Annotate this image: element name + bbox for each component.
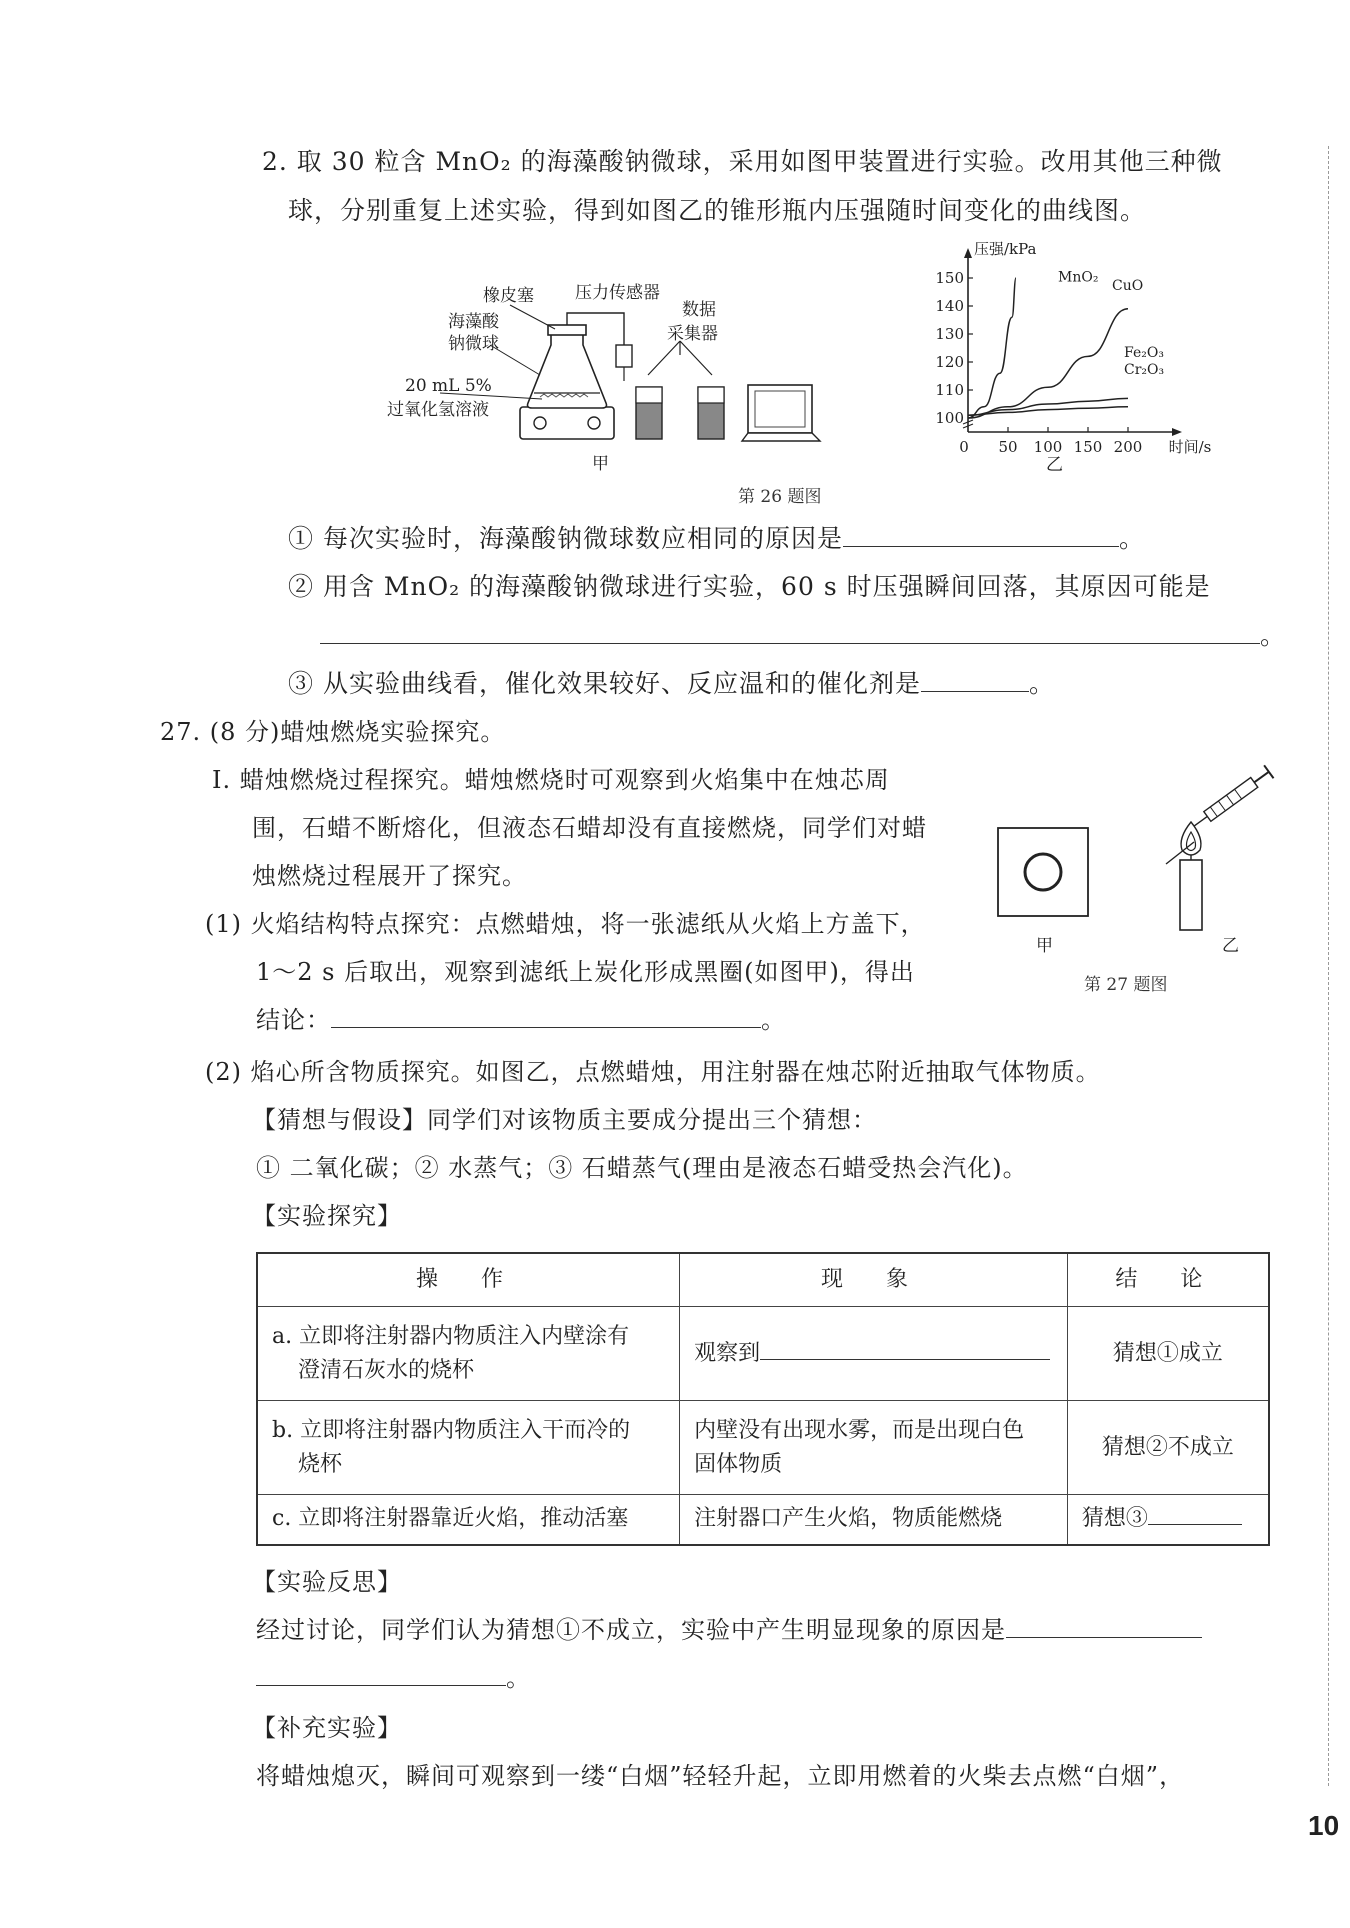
y-axis-label: 压强/kPa	[974, 240, 1037, 258]
supp-text: 将蜡烛熄灭，瞬间可观察到一缕“白烟”轻轻升起，立即用燃着的火柴去点燃“白烟”，	[256, 1762, 1185, 1790]
q27-part1-line3: 烛燃烧过程展开了探究。	[252, 862, 527, 890]
fig-b-label: 乙	[1046, 455, 1063, 475]
y-axis-arrow	[964, 248, 972, 258]
table-header-row	[257, 1253, 1269, 1307]
series-label: MnO₂	[1058, 269, 1099, 286]
candle	[1180, 860, 1202, 930]
row-a-phenomenon: 观察到	[680, 1307, 1068, 1401]
reflect-text: 经过讨论，同学们认为猜想①不成立，实验中产生明显现象的原因是	[256, 1614, 1202, 1646]
q27-part1-line1: Ⅰ. 蜡烛燃烧过程探究。蜡烛燃烧时可观察到火焰集中在烛芯周	[212, 766, 890, 794]
q26-item2-line1: 2. 取 30 粒含 MnO₂ 的海藻酸钠微球，采用如图甲装置进行实验。改用其他三种微	[262, 147, 1223, 176]
q26-sub1: ① 每次实验时，海藻酸钠微球数应相同的原因是 。	[288, 524, 1145, 553]
table-header-operation: 操 作	[257, 1253, 680, 1307]
row-b-conclusion: 猜想②不成立	[1067, 1401, 1269, 1495]
series-label: Fe₂O₃	[1124, 345, 1164, 362]
answer-blank-sub3	[921, 669, 1029, 692]
series-label: Cr₂O₃	[1124, 361, 1165, 378]
q26-sub2: ② 用含 MnO₂ 的海藻酸钠微球进行实验，60 s 时压强瞬间回落，其原因可能是	[288, 572, 1211, 601]
y-tick-label: 150	[935, 269, 964, 287]
fig-a-label: 甲	[592, 454, 609, 474]
x-tick-label: 0	[959, 438, 969, 456]
row-b-phenomenon: 内壁没有出现水雾，而是出现白色 固体物质	[680, 1401, 1068, 1495]
row-b-operation: b. 立即将注射器内物质注入干而冷的 烧杯	[257, 1401, 680, 1495]
row-c-operation: c. 立即将注射器靠近火焰，推动活塞	[257, 1495, 680, 1545]
reflect-cont: 。	[256, 1662, 531, 1694]
pressure-sensor	[616, 345, 632, 367]
x-axis-label: 时间/s	[1168, 438, 1212, 456]
rubber-stopper	[548, 325, 586, 335]
q27-p2-line1: (2) 焰心所含物质探究。如图乙，点燃蜡烛，用注射器在烛芯附近抽取气体物质。	[205, 1058, 1101, 1086]
x-tick-label: 200	[1113, 438, 1143, 456]
q26-item2-line2: 球，分别重复上述实验，得到如图乙的锥形瓶内压强随时间变化的曲线图。	[288, 196, 1147, 225]
q27-p1-line1: (1) 火焰结构特点探究：点燃蜡烛，将一张滤纸从火焰上方盖下，	[205, 910, 926, 938]
q27-title: 27. (8 分)蜡烛燃烧实验探究。	[160, 718, 506, 746]
series-line	[968, 309, 1128, 418]
q26-sub2-cont: 。	[320, 620, 1286, 652]
y-tick-label: 140	[935, 297, 964, 315]
row-a-conclusion: 猜想①成立	[1067, 1307, 1269, 1401]
y-tick-label: 130	[935, 325, 964, 343]
series-label: CuO	[1112, 277, 1144, 294]
conical-flask	[528, 333, 607, 408]
y-tick-label: 100	[935, 409, 964, 427]
supp-title: 【补充实验】	[252, 1714, 402, 1742]
label-collector-1: 数据	[682, 300, 716, 320]
apparatus-figure	[380, 275, 820, 475]
explore-title: 【实验探究】	[252, 1202, 402, 1230]
experiment-table	[256, 1252, 1270, 1546]
answer-blank-row-c	[1148, 1502, 1242, 1525]
label-solution-2: 过氧化氢溶液	[387, 400, 489, 420]
x-axis-arrow	[1172, 428, 1182, 436]
answer-blank-p1	[331, 1005, 761, 1028]
syringe	[1190, 765, 1274, 832]
row-a-operation: a. 立即将注射器内物质注入内壁涂有 澄清石灰水的烧杯	[257, 1307, 680, 1401]
hypothesis-list: ① 二氧化碳；② 水蒸气；③ 石蜡蒸气(理由是液态石蜡受热会汽化)。	[256, 1154, 1028, 1182]
table-header-phenomenon: 现 象	[680, 1253, 1068, 1307]
q27-p1-line2: 1～2 s 后取出，观察到滤纸上炭化形成黑圈(如图甲)，得出	[256, 958, 915, 986]
table-row	[257, 1307, 1269, 1401]
y-tick-label: 110	[935, 381, 964, 399]
label-beads-1: 海藻酸	[448, 312, 499, 332]
answer-blank-sub2	[320, 621, 1260, 644]
label-collector-2: 采集器	[667, 324, 718, 344]
q27-fig-b-label: 乙	[1222, 936, 1239, 956]
page-number: 10	[1308, 1810, 1340, 1841]
label-stopper: 橡皮塞	[483, 286, 534, 306]
label-solution-1: 20 mL 5%	[405, 376, 492, 396]
x-tick-label: 150	[1073, 438, 1103, 456]
hypothesis-title: 【猜想与假设】同学们对该物质主要成分提出三个猜想：	[252, 1106, 877, 1134]
x-tick-label: 50	[998, 438, 1018, 456]
answer-blank-reflect-1	[1006, 1615, 1202, 1638]
row-c-phenomenon: 注射器口产生火焰，物质能燃烧	[680, 1495, 1068, 1545]
table-header-conclusion: 结 论	[1067, 1253, 1269, 1307]
pressure-time-chart	[918, 240, 1212, 470]
q27-p1-line3: 结论： 。	[256, 1006, 786, 1034]
answer-blank-reflect-2	[256, 1663, 506, 1686]
reflect-title: 【实验反思】	[252, 1568, 402, 1596]
q26-sub3: ③ 从实验曲线看，催化效果较好、反应温和的催化剂是 。	[288, 669, 1055, 698]
y-tick-label: 120	[935, 353, 964, 371]
page-edge-dashed-line	[1328, 146, 1329, 1786]
q27-fig-a-label: 甲	[1036, 936, 1053, 956]
filter-paper	[998, 828, 1088, 916]
table-row	[257, 1401, 1269, 1495]
q27-figure	[990, 760, 1280, 940]
table-row	[257, 1495, 1269, 1545]
x-tick-label: 100	[1033, 438, 1063, 456]
label-sensor: 压力传感器	[575, 283, 660, 303]
answer-blank-sub1	[843, 524, 1119, 547]
answer-blank-row-a	[760, 1337, 1050, 1360]
row-c-conclusion: 猜想③	[1067, 1495, 1269, 1545]
label-beads-2: 钠微球	[448, 334, 499, 354]
series-line	[968, 278, 1016, 418]
q26-figure-caption: 第 26 题图	[738, 487, 822, 507]
q27-part1-line2: 围，石蜡不断熔化，但液态石蜡却没有直接燃烧，同学们对蜡	[252, 814, 927, 842]
q27-figure-caption: 第 27 题图	[1084, 975, 1168, 995]
